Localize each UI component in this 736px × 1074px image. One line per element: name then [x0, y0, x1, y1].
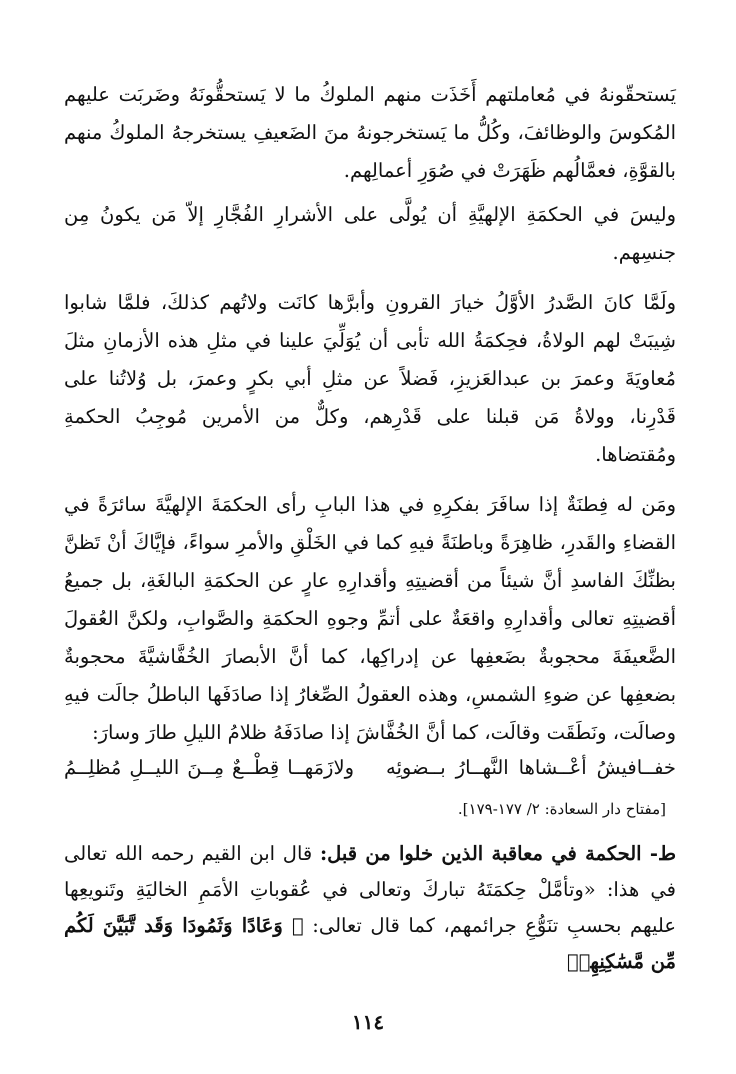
verse-second-hemistich: ولازَمَهــا قِطْــعٌ مِــنَ الليــلِ مُظلِــمُ	[64, 756, 354, 779]
paragraph-1: يَستحقّونهُ في مُعاملتهم أَخَذَت منهم الملوكُ ما لا يَستحقُّونَهُ وضَربَت عليهم المُكوسَ والوظائفَ، وكُلُّ ما يَستخرجونهُ منَ الضَعيفِ يستخرجهُ الملوكُ منهم بالقوَّةِ، فعمَّالُهم ظَهَرَتْ في صُوَرِ أعمالِهم.	[64, 83, 676, 182]
paragraph-2: وليسَ في الحكمَةِ الإلهيَّةِ أن يُولَّى على الأشرارِ الفُجَّارِ إلاّ مَن يكونُ مِن جنسِهم.	[64, 203, 676, 264]
poetry-verse	[64, 748, 676, 788]
section-body: قال ابن القيم رحمه الله تعالى في هذا: «وتأمَّلْ حِكمَتَهُ تباركَ وتعالى في عُقوباتِ الأمَمِ الخاليَةِ وتَنويعِها عليهم بحسبِ تنَوُّعِ جرائمهم، كما قال تعالى:	[64, 842, 676, 937]
verse-first-hemistich: خفــافيشُ أعْــشاها النَّهــارُ بــضوئِه	[386, 756, 676, 779]
main-text	[64, 76, 676, 752]
paragraph-4: ومَن له فِطنَةٌ إذا سافَرَ بفكرِهِ في هذا البابِ رأى الحكمَةَ الإلهيَّةَ سائرَةً في القضاءِ والقَدرِ، ظاهِرَةً وباطنَةً فيهِ كما في الخَلْقِ والأمرِ سواءً، فإيَّاكَ أنْ تَظنَّ بظنِّكَ الفاسدِ أنَّ شيئاً من أقضيتِهِ وأقدارِهِ عارٍ عن الحكمَةِ البالغَةِ، بل جميعُ أقضيتِهِ تعالى وأقدارِهِ واقعَةٌ على أتمِّ وجوهِ الحكمَةِ والصَّوابِ، ولكنَّ العُقولَ الضَّعيفَةَ محجوبةٌ بضَعفِها عن إدراكِها، كما أنَّ الأبصارَ الخُفَّاشيَّةَ محجوبةٌ بضعفِها عن ضوءِ الشمسِ، وهذه العقولُ الصِّغارُ إذا صادَفَها الباطلُ جالَت فيهِ وصالَت، ونَطَقَت وقالَت، كما أنَّ الخُفَّاشَ إذا صادَفَهُ ظلامُ الليلِ طارَ وسارَ:	[64, 493, 676, 744]
source-citation: [مفتاح دار السعادة: ٢/ ١٧٧-١٧٩].	[457, 800, 666, 818]
spacer	[64, 272, 676, 284]
spacer	[64, 474, 676, 486]
paragraph-3: ولَمَّا كانَ الصَّدرُ الأوَّلُ خيارَ القرونِ وأبرَّها كانَت ولاتُهم كذلكَ، فلمَّا شابوا شِيبَتْ لهم الولاةُ، فحِكمَةُ الله تأبى أن يُوَلِّيَ علينا في مثلِ هذه الأزمانِ مثلَ مُعاويَةَ وعمرَ بن عبدالعَزيزِ، فَضلاً عن مثلِ أبي بكرٍ وعمرَ، بل وُلاتُنا على قَدْرِنا، وولاةُ مَن قبلنا على قَدْرِهم، وكلٌّ من الأمرين مُوجِبُ الحكمةِ ومُقتضاها.	[64, 291, 676, 466]
section-text	[64, 836, 676, 980]
section-heading: ط- الحكمة في معاقبة الذين خلوا من قبل:	[319, 842, 676, 865]
page-number: ١١٤	[351, 1010, 385, 1034]
quran-verse: ﴿ وَعَادًا وَثَمُودَا وَقَد تَّبَيَّنَ لَكُم مِّن مَّسَٰكِنِهِمۡ	[64, 914, 676, 973]
